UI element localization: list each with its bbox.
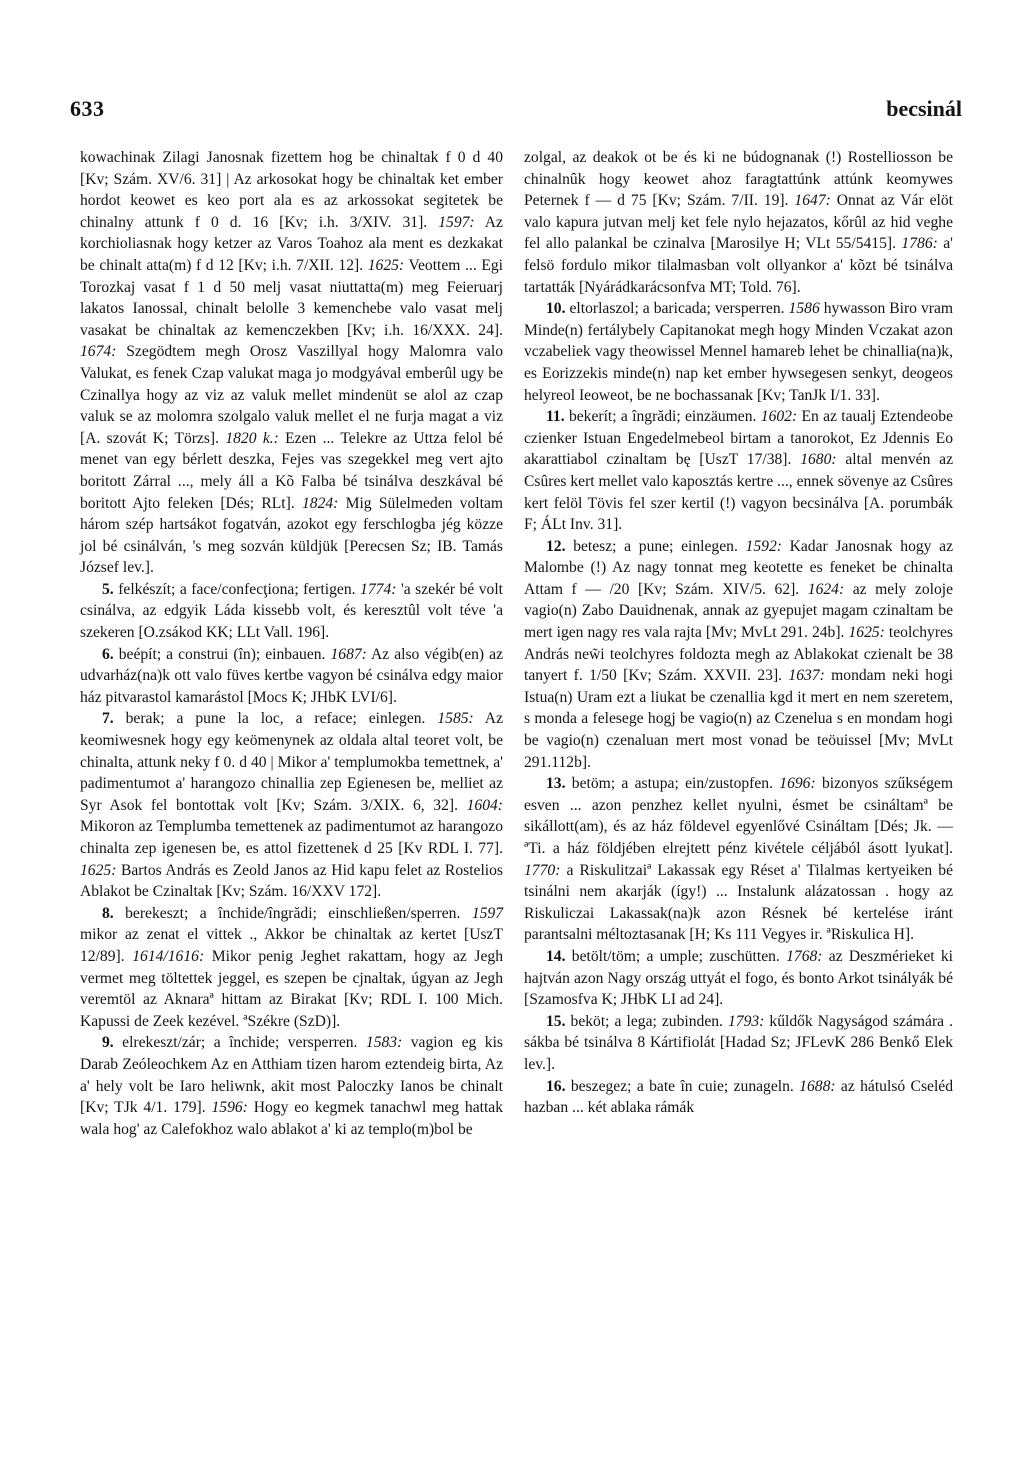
entry-text: az Deszmérieket ki hajtván azon Nagy ország uttyát el fogo, és bonto Arkot tsinályák bé [Szamosfva K; JHbK LI ad 24]. xyxy=(524,947,954,1009)
entry-text: 'a szekér bé volt csinálva, az edgyik Láda kissebb volt, és keresztûl volt téve 'a szekeren [O.zsákod KK; LLt Vall. 196]. xyxy=(80,580,503,642)
entry-text: Az also végib(en) az udvarház(na)k ott valo füves kertbe vagyon bé csinálva edgy maior ház pitvarastol kamarástol [Mocs K; JHbK LVI/6]. xyxy=(80,645,503,706)
sense-number: 8. xyxy=(102,904,114,922)
sense-13 xyxy=(524,773,953,946)
sense-12 xyxy=(524,536,953,774)
entry-text: beszegez; a bate în cuie; zunageln. xyxy=(565,1077,800,1095)
sense-number: 10. xyxy=(546,300,566,318)
citation-year: 1585: xyxy=(437,710,474,728)
citation-year: 1820 k.: xyxy=(225,429,279,447)
sense-number: 13. xyxy=(546,775,566,793)
citation-year: 1597: xyxy=(438,213,475,231)
sense-11 xyxy=(524,406,953,536)
entry-text: Mikor penig Jeghet rakattam, hogy az Jegh vermet meg töltettek jeggel, es szepen be cjnaltak, úgyan az Jegh veremtöl az Aknaraª hittam az Birakat [Kv; RDL I. 100 Mich. Kapussi de Zeek kezével. ªSzékre (SzD)]. xyxy=(80,947,503,1030)
continued-paragraph xyxy=(80,147,503,579)
entry-text: Mig Sülelmeden voltam három szép hartsákot fogatván, azokot egy ferschlogba jég közze jol bé csinálván, 's meg sozván küldjük [Perecsen Sz; IB. Tamás József lev.]. xyxy=(80,494,503,577)
entry-text: bizonyos szűkségem esven ... azon penzhez kellet nyulni, ésmet be csináltamª be sikállott(am), és az ház földevel egyenlővé Csináltam [Dés; Jk. — ªTi. a ház földjében elrejtett pénz kivétele céljából ásott lyukat]. xyxy=(524,775,953,857)
entry-text: vagion eg kis Darab Zeóleochkem Az en Atthiam tizen harom eztendeig birta, Az a' hely volt be Iaro heliwnk, akit most Paloczky Ianos be chinalt [Kv; TJk 4/1. 179]. xyxy=(80,1034,503,1117)
entry-text: beköt; a lega; zubinden. xyxy=(565,1012,728,1030)
entry-text: Veottem ... Egi Torozkaj vasat f 1 d 50 melj vasat niuttatta(m) meg Feieruarj lakatos Ianossal, chinalt belolle 3 kemenchebe valo vasat melj vasakat be chinaltak az kemenczekben [Kv; i.h. 16/XXX. 24]. xyxy=(80,256,503,339)
citation-year: 1824: xyxy=(301,494,339,512)
entry-text: a Riskulitzaiª Lakassak egy Réset a' Tilalmas kertyeiken bé tsinálni nem akarják (így!) ... Instalunk alázatossan . hogy az Riskuliczai Lakassak(na)k azon Résnek bé kertelése iránt parantsalni méltoztasanak [H; Ks 111 Vegyes ir. ªRiskulica H]. xyxy=(524,861,953,944)
sense-6 xyxy=(80,644,503,709)
sense-9 xyxy=(80,1032,503,1140)
citation-year: 1625: xyxy=(848,624,885,642)
citation-year: 1625: xyxy=(80,861,117,879)
page-number: 633 xyxy=(70,96,105,121)
citation-year: 1674: xyxy=(80,343,117,361)
entry-text: kowachinak Zilagi Janosnak fizettem hog be chinaltak f 0 d 40 [Kv; Szám. XV/6. 31] | Az arkosokat hogy be chinaltak ket ember hordot keowet es keo port ala es az arkossokat segitetek be chinalny attunk f 0 d. 16 [Kv; i.h. 3/XIV. 31]. xyxy=(80,149,503,231)
entry-text: Hogy eo kegmek tanachwl meg hattak wala hog' az Calefokhoz walo ablakot a' ki az templo(m)bol be xyxy=(80,1099,504,1138)
entry-text: berekeszt; a închide/îngrădi; einschließen/sperren. xyxy=(113,904,472,922)
entry-text: hywasson Biro vram Minde(n) fertálybely Capitanokat megh hogy Minden Vczakat azon vczabeliek vagy theowissel Mennel hamareb lehet be chinallia(na)k, es Eorizzekis minde(n) nap ket ember hywsegesen senkyt, deogeos helyreol Ieoweot, be ne bochassanak [Kv; TanJk I/1. 33]. xyxy=(524,300,954,404)
entry-text: betesz; a pune; einlegen. xyxy=(565,537,746,555)
citation-year: 1687: xyxy=(330,645,367,663)
entry-text: az hátulsó Cseléd hazban ... két ablaka rámák xyxy=(524,1077,953,1117)
citation-year: 1596: xyxy=(211,1099,248,1117)
entry-text: Onnat az Vár elöt valo kapura jutvan melj ket fele nylo hejazatos, kőrûl az hid veghe fel allo palankal be czinalva [Marosilye H; VLt 55/5415]. xyxy=(524,192,953,253)
citation-year: 1768: xyxy=(786,947,823,965)
citation-year: 1586 xyxy=(788,300,820,318)
entry-text: Szegödtem megh Orosz Vaszillyal hogy Malomra valo Valukat, es fenek Czap valukat maga jo modgyával emberûl ugy be Czinallya hogy az viz az valuk mellet mindenüt se alol az czap valuk se az molomra szolgalo valuk mellet el ne furja magat a viz [A. szovát K; Törzs]. xyxy=(80,343,503,447)
sense-16 xyxy=(524,1076,953,1119)
entry-text: a' felsö fordulo mikor tilalmasban volt ollyankor a' kõzt bé tsinálva tartatták [Nyárádkarácsonfva MT; Told. 76]. xyxy=(524,235,953,296)
entry-text: Mikoron az Templumba temettenek az padimentumot az harangozo chinalta zep igenesen be, es attol fizettenek d 25 [Kv RDL I. 77]. xyxy=(80,818,503,857)
entry-text: mikor az zenat el vittek ., Akkor be chinaltak az kertet [UszT 12/89]. xyxy=(80,926,503,965)
sense-10 xyxy=(524,298,953,406)
entry-text: Ezen ... Telekre az Uttza felol bé menet van egy bérlett deszka, Fejes vas szegekkel meg vert ajto boritott Zárral ..., mely áll a Kõ Falba bé tsinálva deszkával bé boritott Ajto feleken [Dés; RLt]. xyxy=(80,429,503,512)
entry-text: altal menvén az Csûres kert mellet valo kaposztás kertre ..., ennek sövenye az Csûres kert felöl Tövis fel szer kertil (!) vagyon becsinálva [A. porumbák F; ÁLt Inv. 31]. xyxy=(524,451,953,534)
citation-year: 1688: xyxy=(799,1077,836,1095)
sense-number: 7. xyxy=(102,710,114,728)
citation-year: 1602: xyxy=(760,408,798,426)
citation-year: 1614/1616: xyxy=(132,947,205,965)
citation-year: 1583: xyxy=(365,1034,403,1052)
citation-year: 1696: xyxy=(779,775,816,793)
entry-text: En az taualj Eztendeobe czienker Istuan Engedelmebeol birtam a tanorokot, Ez Jdennis Eo akarattiabol czinaltam bę [UszT 17/38]. xyxy=(524,408,953,469)
citation-year: 1770: xyxy=(524,861,561,879)
entry-text: betöm; a astupa; ein/zustopfen. xyxy=(565,775,780,793)
citation-year: 1786: xyxy=(901,235,938,253)
citation-year: 1680: xyxy=(800,451,837,469)
citation-year: 1624: xyxy=(807,580,845,598)
citation-year: 1592: xyxy=(745,537,782,555)
entry-text: kűldők Nagyságod számára . sákba bé tsinálva 8 Kártifiolát [Hadad Sz; JFLevK 286 Benkő Elek lev.]. xyxy=(524,1012,953,1073)
citation-year: 1774: xyxy=(360,580,397,598)
sense-number: 5. xyxy=(102,580,114,598)
entry-text: berak; a pune la loc, a reface; einlegen. xyxy=(113,710,438,728)
right-column xyxy=(524,147,953,1119)
entry-text: mondam neki hogi Istua(n) Uram ezt a liukat be czenallia kgd it mert en nem szeretem, s monda a felesege hogj be vagio(n) az Czenelua s en mondam hogi be vagio(n) czenaluan mert most vonad be teöuissel [Mv; MvLt 291.112b]. xyxy=(524,667,953,771)
entry-text: elrekeszt/zár; a închide; versperren. xyxy=(113,1034,366,1052)
entry-text: Az korchioliasnak hogy ketzer az Varos Toahoz ala ment es dezkakat be chinalt atta(m) f d 12 [Kv; i.h. 7/XII. 12]. xyxy=(80,213,503,274)
entry-text: bekerít; a îngrădi; einzäumen. xyxy=(564,408,761,426)
sense-number: 14. xyxy=(546,947,566,965)
citation-year: 1793: xyxy=(727,1012,765,1030)
left-column xyxy=(80,147,503,1140)
entry-text: teolchyres András new̃i teolchyres foldozta megh az Ablakokat czienalt be 38 tanyert f. 1/50 [Kv; Szám. XXVII. 23]. xyxy=(524,624,953,685)
entry-text: az mely zoloje vagio(n) Zabo Dauidnenak, annak az gyepujet magam czinaltam be mert igen nagy res vala rajta [Mv; MvLt 291. 24b]. xyxy=(524,580,953,642)
entry-text: beépít; a construi (în); einbauen. xyxy=(113,645,331,663)
sense-number: 16. xyxy=(546,1077,566,1095)
citation-year: 1625: xyxy=(367,256,405,274)
sense-number: 9. xyxy=(102,1034,114,1052)
sense-14 xyxy=(524,946,953,1011)
sense-15 xyxy=(524,1011,953,1076)
entry-text: betölt/töm; a umple; zuschütten. xyxy=(565,947,787,965)
sense-number: 6. xyxy=(102,645,114,663)
sense-number: 12. xyxy=(546,537,566,555)
citation-year: 1604: xyxy=(466,796,503,814)
sense-8 xyxy=(80,903,503,1033)
citation-year: 1637: xyxy=(788,667,825,685)
citation-year: 1647: xyxy=(794,192,831,210)
entry-text: Az keomiwesnek hogy egy keömenynek az oldala altal teoret volt, be chinalta, attunk neky f 0. d 40 | Mikor a' templumokba temettnek, a' padimentumot a' harangozo chinallia zep Egienesen be, melliet az Syr Asok fel bontottak volt [Kv; Szám. 3/XIX. 6, 32]. xyxy=(80,710,503,814)
entry-text: eltorlaszol; a baricada; versperren. xyxy=(565,300,789,318)
citation-year: 1597 xyxy=(471,904,503,922)
sense-5 xyxy=(80,579,503,644)
sense-number: 15. xyxy=(546,1012,566,1030)
sense-7 xyxy=(80,708,503,902)
entry-text: Bartos András es Zeold Janos az Hid kapu felet az Rostelios Ablakot be Czinaltak [Kv; Szám. 16/XXV 172]. xyxy=(80,861,503,901)
entry-text: felkészít; a face/confecţiona; fertigen. xyxy=(113,580,361,598)
running-headword: becsinál xyxy=(886,96,962,121)
entry-text: zolgal, az deakok ot be és ki ne búdognanak (!) Rostelliosson be chinalnûk hogy keowet ahoz faragtattúnk attúnk keomywes Peternek f — d 75 [Kv; Szám. 7/II. 19]. xyxy=(524,149,953,210)
sense-number: 11. xyxy=(546,408,565,426)
continued-paragraph xyxy=(524,147,953,298)
entry-text: Kadar Janosnak hogy az Malombe (!) Az nagy tonnat meg keotette es feneket be chinalta Attam f — /20 [Kv; Szám. XIV/5. 62]. xyxy=(524,537,953,598)
